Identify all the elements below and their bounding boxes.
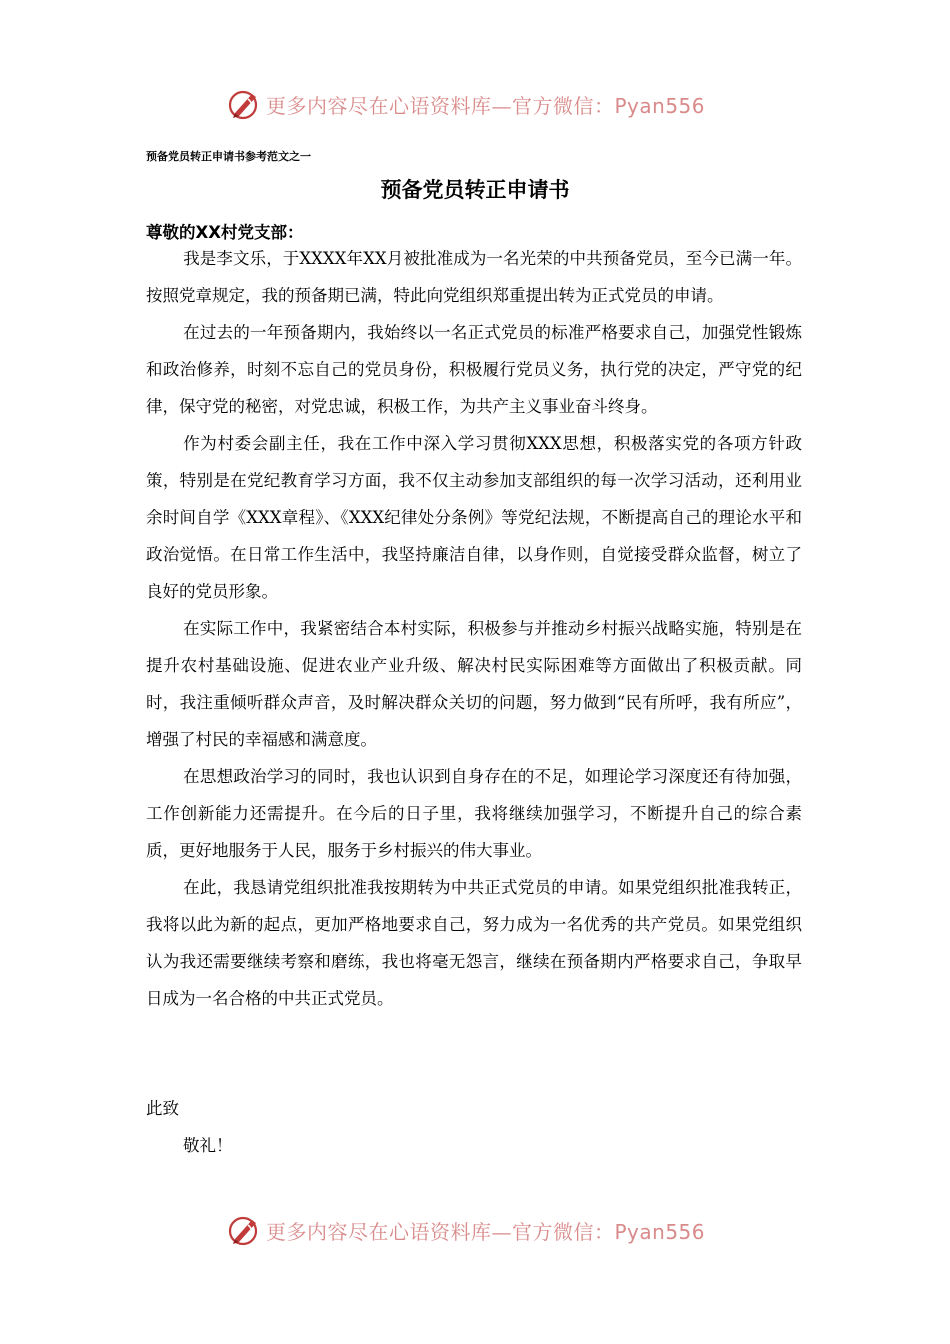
paragraph: 我是李文乐，于XXXX年XX月被批准成为一名光荣的中共预备党员，至今已满一年。按照党章规定，我的预备期已满，特此向党组织郑重提出转为正式党员的申请。	[146, 249, 802, 305]
paragraph: 作为村委会副主任，我在工作中深入学习贯彻XXX思想，积极落实党的各项方针政策，特别是在党纪教育学习方面，我不仅主动参加支部组织的每一次学习活动，还利用业余时间自学《XXX章程》、《XXX纪律处分条例》等党纪法规，不断提高自己的理论水平和政治觉悟。在日常工作生活中，我坚持廉洁自律，以身作则，自觉接受群众监督，树立了良好的党员形象。	[146, 434, 802, 601]
regards: 敬礼！	[183, 1136, 233, 1155]
pen-circle-logo-icon	[226, 86, 262, 122]
banner-text: 更多内容尽在心语资料库—官方微信：	[266, 1219, 615, 1244]
document-title: 预备党员转正申请书	[380, 177, 570, 202]
salutation: 尊敬的XX村党支部：	[146, 223, 304, 242]
paragraph: 在过去的一年预备期内，我始终以一名正式党员的标准严格要求自己，加强党性锻炼和政治修养，时刻不忘自己的党员身份，积极履行党员义务，执行党的决定，严守党的纪律，保守党的秘密，对党忠诚，积极工作，为共产主义事业奋斗终身。	[146, 323, 802, 416]
wechat-handle: Pyan556	[614, 1219, 706, 1244]
letter-body	[146, 240, 802, 1017]
subheading: 预备党员转正申请书参考范文之一	[146, 150, 311, 163]
paragraph: 在此，我恳请党组织批准我按期转为中共正式党员的申请。如果党组织批准我转正，我将以此为新的起点，更加严格地要求自己，努力成为一名优秀的共产党员。如果党组织认为我还需要继续考察和磨练，我也将毫无怨言，继续在预备期内严格要求自己，争取早日成为一名合格的中共正式党员。	[146, 878, 802, 1008]
banner-text: 更多内容尽在心语资料库—官方微信：	[266, 93, 615, 118]
pen-circle-logo-icon	[226, 1212, 262, 1248]
footer-banner	[226, 1210, 705, 1250]
paragraph: 在实际工作中，我紧密结合本村实际，积极参与并推动乡村振兴战略实施，特别是在提升农村基础设施、促进农业产业升级、解决村民实际困难等方面做出了积极贡献。同时，我注重倾听群众声音，及时解决群众关切的问题，努力做到“民有所呼，我有所应”，增强了村民的幸福感和满意度。	[146, 619, 802, 749]
closing: 此致	[146, 1099, 179, 1118]
header-banner	[226, 84, 705, 124]
wechat-handle: Pyan556	[614, 93, 706, 118]
paragraph: 在思想政治学习的同时，我也认识到自身存在的不足，如理论学习深度还有待加强，工作创新能力还需提升。在今后的日子里，我将继续加强学习，不断提升自己的综合素质，更好地服务于人民，服务于乡村振兴的伟大事业。	[146, 767, 802, 860]
